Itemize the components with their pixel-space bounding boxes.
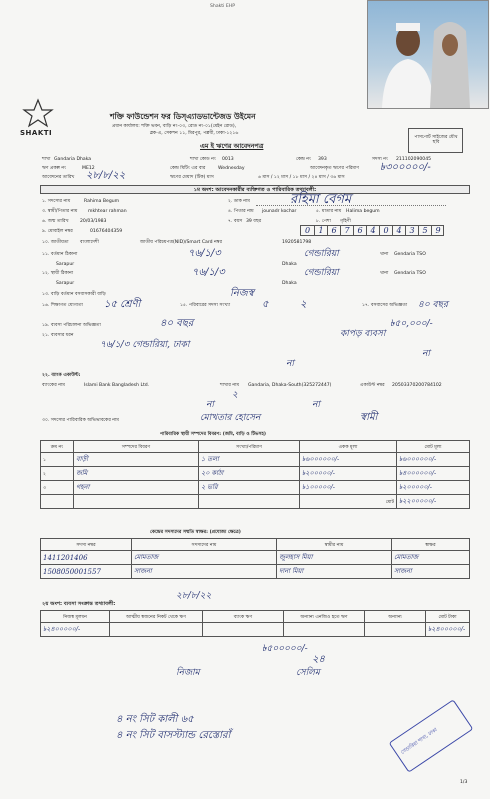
center-label: কেন্দ্র নং: [296, 157, 311, 162]
mother-label: ৫. মাতার নাম: [316, 209, 342, 214]
nick-name-label: ২. ডাক নাম: [228, 199, 250, 204]
note-line-2: ৪ নং সিট বাসস্ট্যান্ড রেস্তোরাঁ: [116, 730, 231, 741]
page-number: 1/3: [460, 780, 468, 785]
present-village-value: গেন্ডারিয়া: [304, 249, 339, 259]
permanent-thana-value: Gendaria TSO: [394, 271, 426, 276]
bank-branch-label: শাখার নাম: [220, 383, 240, 388]
mobile-digit: 0: [304, 226, 311, 235]
table-row: [41, 551, 470, 565]
asset-qty: ২ ভরি: [199, 481, 300, 495]
nid-label: জাতীয় পরিচয়পত্র(NID)/Smart Card নম্বর: [140, 240, 223, 245]
assets-title: পারিবারিক স্থায়ী সম্পদের বিবরণ: (জমি, বাড়ি ও টিভসহ): [160, 432, 267, 437]
business-capital-table: [40, 610, 470, 637]
present-thana-value: Gendaria TSO: [394, 252, 426, 257]
bank-name-label: ব্যাংকের নাম: [42, 383, 65, 388]
nid-value: 1920581798: [282, 240, 312, 245]
member-name-value: Rahima Begum: [84, 199, 120, 204]
family-earner-count: ২: [232, 390, 238, 400]
assets-total-label: মোট: [300, 495, 397, 509]
education-label: ১৬. শিক্ষাগত যোগ্যতা: [42, 303, 83, 308]
apply-date-value: ২৮/৮/২২: [86, 170, 126, 181]
permanent-address-value: ৭৬/১/৩: [192, 267, 225, 278]
permanent-thana-label: থানা: [380, 271, 389, 276]
house-type-label: ১৩. বাড়ি বর্তমান বসবাসকারী বাড়ি: [42, 292, 106, 297]
biz-total-value: ৳২৪০০০০০/-: [426, 623, 470, 637]
mother-value: Halima begum: [346, 209, 380, 214]
member-sign: মোমতাজ: [392, 551, 470, 565]
members-title: কেন্দ্রের সদস্যদের সম্মতি স্বাক্ষর: (প্রযোজ্য ক্ষেত্রে): [150, 530, 241, 535]
other-org-value: না: [286, 359, 294, 369]
other-loan-value: না: [422, 349, 430, 359]
table-row: [41, 565, 470, 579]
stamp-text: গেন্ডারিয়া শাখা, ঢাকা: [400, 727, 439, 756]
monthly-income-value: ৳৫০,০০০/-: [390, 319, 433, 329]
mobile-label: ৯. মোবাইল নম্বর: [42, 229, 73, 234]
mobile-digit: 6: [353, 226, 366, 236]
biz-col-other: অন্যান্য: [365, 611, 426, 623]
member-sign: সাজনা: [392, 565, 470, 579]
member-no-label: সদস্য নং: [372, 157, 388, 162]
nationality-value: বাংলাদেশী: [80, 240, 99, 245]
loan-no-label: ঋণ প্রকল্প নং: [42, 166, 67, 171]
assets-col-unit: একক মূল্য: [300, 441, 397, 453]
office-stamp: [389, 699, 474, 772]
residence-years-label: ১৭. বসবাসের অভিজ্ঞতা: [362, 303, 408, 308]
asset-desc: জমি: [74, 467, 199, 481]
mobile-digit: 9: [431, 226, 444, 236]
loan-usage-value: ৳৫০০০০০/-: [262, 644, 308, 654]
org-address-2: ব্লক-এ, সেকশন ১১, মিরপুর, পল্লবী, ঢাকা-১২১৬: [150, 131, 239, 136]
member-no: 1508050001557: [41, 565, 132, 579]
branch-code-value: 0013: [222, 157, 234, 162]
permanent-address-label: ১২. স্থায়ী ঠিকানা: [42, 271, 74, 276]
biz-type-label: ২১. ব্যবসার ধরন: [42, 333, 74, 338]
education-value: ১৫ শ্রেণী: [104, 299, 141, 310]
bank-branch-value: Gandaria, Dhaka-South(325272447): [248, 383, 332, 388]
members-col-name: সদস্যদের নাম: [132, 539, 277, 551]
photo-people-image: [368, 1, 488, 108]
loan-na-1: না: [206, 400, 214, 410]
biz-experience-label: ১৯. ব্যবসা পরিচালনা অভিজ্ঞতা: [42, 323, 101, 328]
table-row: [41, 481, 470, 495]
assets-col-qty: সংখ্যা/পরিমাণ: [199, 441, 300, 453]
table-row: [41, 467, 470, 481]
asset-sl: ১: [41, 453, 74, 467]
center-value: 393: [318, 157, 327, 162]
mobile-digit: 4: [366, 226, 379, 236]
joint-photo: [367, 0, 489, 109]
shakti-logo: [22, 98, 54, 128]
amount-label: আবেদনকৃত ঋণের পরিমাণ: [310, 166, 360, 171]
table-row: [41, 623, 470, 637]
biz-own-value: ৳২৪০০০০০/-: [41, 623, 110, 637]
mobile-digit-boxes: [300, 225, 444, 236]
asset-unit: ৳২০০০০০/-: [300, 467, 397, 481]
nick-name-value: রহিমা বেগম: [290, 192, 352, 207]
present-district-value: Dhaka: [282, 262, 297, 267]
mobile-digit: 7: [340, 226, 353, 236]
biz-col-own: নিজস্ব মূলধন: [41, 611, 110, 623]
biz-col-relatives: আত্মীয় স্বজনের নিকট থেকে ঋণ: [110, 611, 203, 623]
members-col-no: সদস্য নম্বর: [41, 539, 132, 551]
father-label: ৪. পিতার নাম: [228, 209, 254, 214]
members-table: [40, 538, 470, 579]
mobile-digit: 0: [379, 226, 392, 236]
profession-value: গৃহিণী: [340, 219, 351, 224]
note-line-1: ৪ নং সিট কালী ৬৫: [116, 714, 194, 725]
branch-label: শাখা: [42, 157, 51, 162]
table-row: [41, 495, 470, 509]
shakti-logo-icon: [22, 98, 54, 128]
present-address-value: ৭৬/১/৩: [188, 248, 221, 259]
logo-text: SHAKTI: [20, 129, 53, 137]
bank-name-value: Islami Bank Bangladesh Ltd.: [84, 383, 150, 388]
dob-label: ৬. জন্ম তারিখ: [42, 219, 69, 224]
member-name: সাজনা: [132, 565, 277, 579]
loan-no-value: ME12: [82, 166, 95, 171]
permanent-upazila-value: Sarapur: [56, 281, 75, 286]
loan-na-2: না: [312, 400, 320, 410]
top-label: Shakti EHP: [210, 4, 235, 9]
asset-unit: ৳৬০০০০০০/-: [300, 453, 397, 467]
dob-value: 20/03/1983: [80, 219, 107, 224]
age-label: ৭. বয়স: [228, 219, 243, 224]
biz-type-value: কাপড় ব্যবসা: [340, 329, 386, 339]
member-no-value: 211102090045: [396, 157, 432, 162]
members-col-sign: স্বাক্ষর: [392, 539, 470, 551]
member-name: মোমতাজ: [132, 551, 277, 565]
account-label: একাউন্ট নম্বর: [360, 383, 385, 388]
biz-col-ngo: অন্যান্য এনজিও হতে ঋণ: [284, 611, 365, 623]
table-row: [41, 453, 470, 467]
installments-value: ২৪: [312, 654, 325, 665]
mobile-digit: 5: [418, 226, 431, 236]
form-title: এম ই ঋণের আবেদনপত্র: [200, 142, 264, 150]
nationality-label: ১০. জাতীয়তা: [42, 240, 69, 245]
mobile-value: 01676404359: [90, 229, 123, 234]
branch-code-label: শাখা কোড নং: [190, 157, 216, 162]
assets-table: [40, 440, 470, 509]
account-value: 20503370200784102: [392, 383, 442, 388]
amount-value: ৳৩০০০০০/-: [380, 162, 431, 173]
sign-name-value: নিজাম: [176, 668, 200, 678]
earners-value: ২: [300, 299, 307, 310]
asset-total: ৳৬০০০০০০/-: [397, 453, 470, 467]
biz-experience-value: ৪০ বছর: [160, 318, 194, 329]
photo-box: [408, 128, 463, 153]
meeting-day-value: Wednesday: [218, 166, 245, 171]
biz-address-value: ৭৬/১/৩ গেন্ডারিয়া, ঢাকা: [100, 340, 190, 350]
members-col-husband: স্বামীর নাম: [277, 539, 392, 551]
asset-unit: ৳১০০০০০/-: [300, 481, 397, 495]
asset-desc: গহনা: [74, 481, 199, 495]
org-title: শক্তি ফাউন্ডেশন ফর ডিস্‌এ্যাডভান্টেজড উইমেন: [110, 112, 256, 121]
mobile-digit: 3: [405, 226, 418, 236]
asset-sl: ৩: [41, 481, 74, 495]
org-address-1: প্রধান কার্যালয়: শক্তি ভবন, বাড়ি নং-০৩, রোড নং-০১(মেইন রোড),: [112, 124, 237, 129]
photo-box-label: পাসপোর্ট সাইজের যৌথ ছবি: [414, 135, 458, 146]
family-members-label: ১৫. পরিবারের সদস্য সংখ্যা: [180, 303, 231, 308]
assets-total-value: ৳২২০০০০০/-: [397, 495, 470, 509]
assets-col-total: মোট মূল্য: [397, 441, 470, 453]
asset-sl: ২: [41, 467, 74, 481]
biz-col-total: মোট টাকা: [426, 611, 470, 623]
spouse-label: ৩. স্বামী/পিতার নাম: [42, 209, 78, 214]
mobile-digit: 4: [392, 226, 405, 236]
age-value: 39 বছর: [246, 219, 262, 224]
mobile-digit: 6: [327, 226, 340, 236]
branch-value: Gandaria Dhaka: [54, 157, 92, 162]
house-type-value: নিজস্ব: [230, 288, 254, 299]
closing-date-value: ২৮/৮/২২: [176, 591, 212, 601]
asset-total: ৳২০০০০০/-: [397, 481, 470, 495]
assets-col-sl: ক্রম নং: [41, 441, 74, 453]
duration-value: ৬ মাস / ১২ মাস / ১৮ মাস / ২৪ মাস / ৩৬ মাস: [258, 175, 345, 180]
residence-years-value: ৪০ বছর: [418, 300, 448, 310]
member-no: 1411201406: [41, 551, 132, 565]
meeting-day-label: কেন্দ্র মিটিং এর বার: [170, 166, 206, 171]
member-name-label: ১. সদস্যের নাম: [42, 199, 71, 204]
apply-date-label: আবেদনের তারিখ: [42, 175, 75, 180]
permanent-district-value: Dhaka: [282, 281, 297, 286]
permanent-village-value: গেন্ডারিয়া: [304, 268, 339, 278]
spouse-value: mkhtear rahman: [88, 209, 127, 214]
asset-qty: ১ তলা: [199, 453, 300, 467]
assets-col-desc: সম্পদের বিবরণ: [74, 441, 199, 453]
present-upazila-value: Sarapur: [56, 262, 75, 267]
asset-desc: বাড়ী: [74, 453, 199, 467]
biz-col-bank: ব্যাংক ঋণ: [203, 611, 284, 623]
section-2-header: ২য় অংশ: ব্যবসা সংক্রান্ত তথ্যাবলী:: [42, 601, 116, 607]
family-members-value: ৫: [262, 299, 269, 310]
member-husband: জুলহাস মিয়া: [277, 551, 392, 565]
mobile-digit: 1: [314, 226, 327, 236]
father-value: jounadr kochar: [262, 209, 297, 214]
profession-label: ৮. পেশা: [316, 219, 331, 224]
guarantor-relation-value: স্বামী: [360, 412, 378, 423]
present-thana-label: থানা: [380, 252, 389, 257]
asset-total: ৳৪০০০০০০/-: [397, 467, 470, 481]
witness-value: সেলিম: [296, 668, 320, 678]
guarantor-value: মোখতার হোসেন: [200, 413, 261, 423]
guarantor-label: ৩০. সদস্যের পারিবারিক অভিভাবকের নাম: [42, 418, 119, 423]
asset-qty: ২০ কাঠা: [199, 467, 300, 481]
member-husband: দানা মিয়া: [277, 565, 392, 579]
present-address-label: ১১. বর্তমান ঠিকানা: [42, 252, 78, 257]
bank-section-label: ২২. ব্যাংক একাউন্ট:: [42, 373, 81, 378]
duration-label: ঋণের মেয়াদ (টিক) মাস: [170, 175, 214, 180]
section-1-header: ১ম অংশ: আবেদনকারীর ব্যক্তিগত ও পারিবারিক তথ্যাবলী:: [40, 185, 470, 194]
